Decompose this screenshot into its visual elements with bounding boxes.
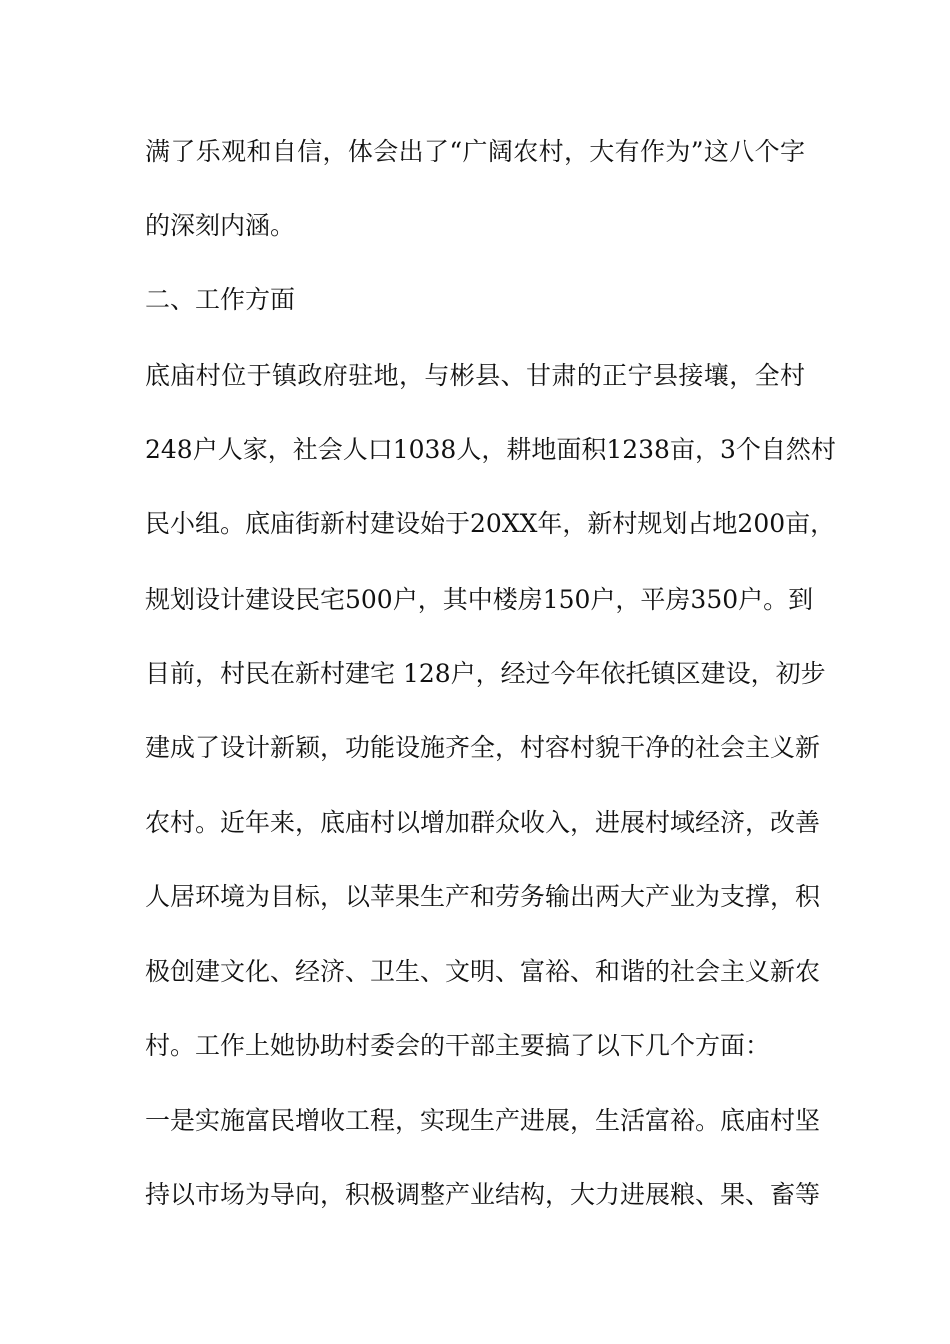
text-line: 目前，村民在新村建宅 128户，经过今年依托镇区建设，初步 xyxy=(145,659,826,688)
text-line: 村。工作上她协助村委会的干部主要搞了以下几个方面： xyxy=(145,1031,771,1060)
text-line: 极创建文化、经济、卫生、文明、富裕、和谐的社会主义新农 xyxy=(145,957,821,986)
text-line: 满了乐观和自信，体会出了“广阔农村，大有作为”这八个字 xyxy=(145,137,805,166)
text-line: 的深刻内涵。 xyxy=(145,211,296,240)
text-line: 一是实施富民增收工程，实现生产进展，生活富裕。底庙村坚 xyxy=(145,1106,821,1135)
text-line: 规划设计建设民宅500户，其中楼房150户，平房350户。到 xyxy=(145,585,814,614)
text-line: 底庙村位于镇政府驻地，与彬县、甘肃的正宁县接壤，全村 xyxy=(145,361,805,390)
text-line: 农村。近年来，底庙村以增加群众收入，进展村域经济，改善 xyxy=(145,808,821,837)
text-line: 建成了设计新颖，功能设施齐全，村容村貌干净的社会主义新 xyxy=(145,733,821,762)
text-line: 持以市场为导向，积极调整产业结构，大力进展粮、果、畜等 xyxy=(145,1180,821,1209)
text-line: 人居环境为目标，以苹果生产和劳务输出两大产业为支撑，积 xyxy=(145,882,821,911)
section-heading: 二、工作方面 xyxy=(145,285,296,314)
text-line: 248户人家，社会人口1038人，耕地面积1238亩，3个自然村 xyxy=(145,435,836,464)
text-line: 民小组。底庙街新村建设始于20XX年，新村规划占地200亩， xyxy=(145,509,836,538)
